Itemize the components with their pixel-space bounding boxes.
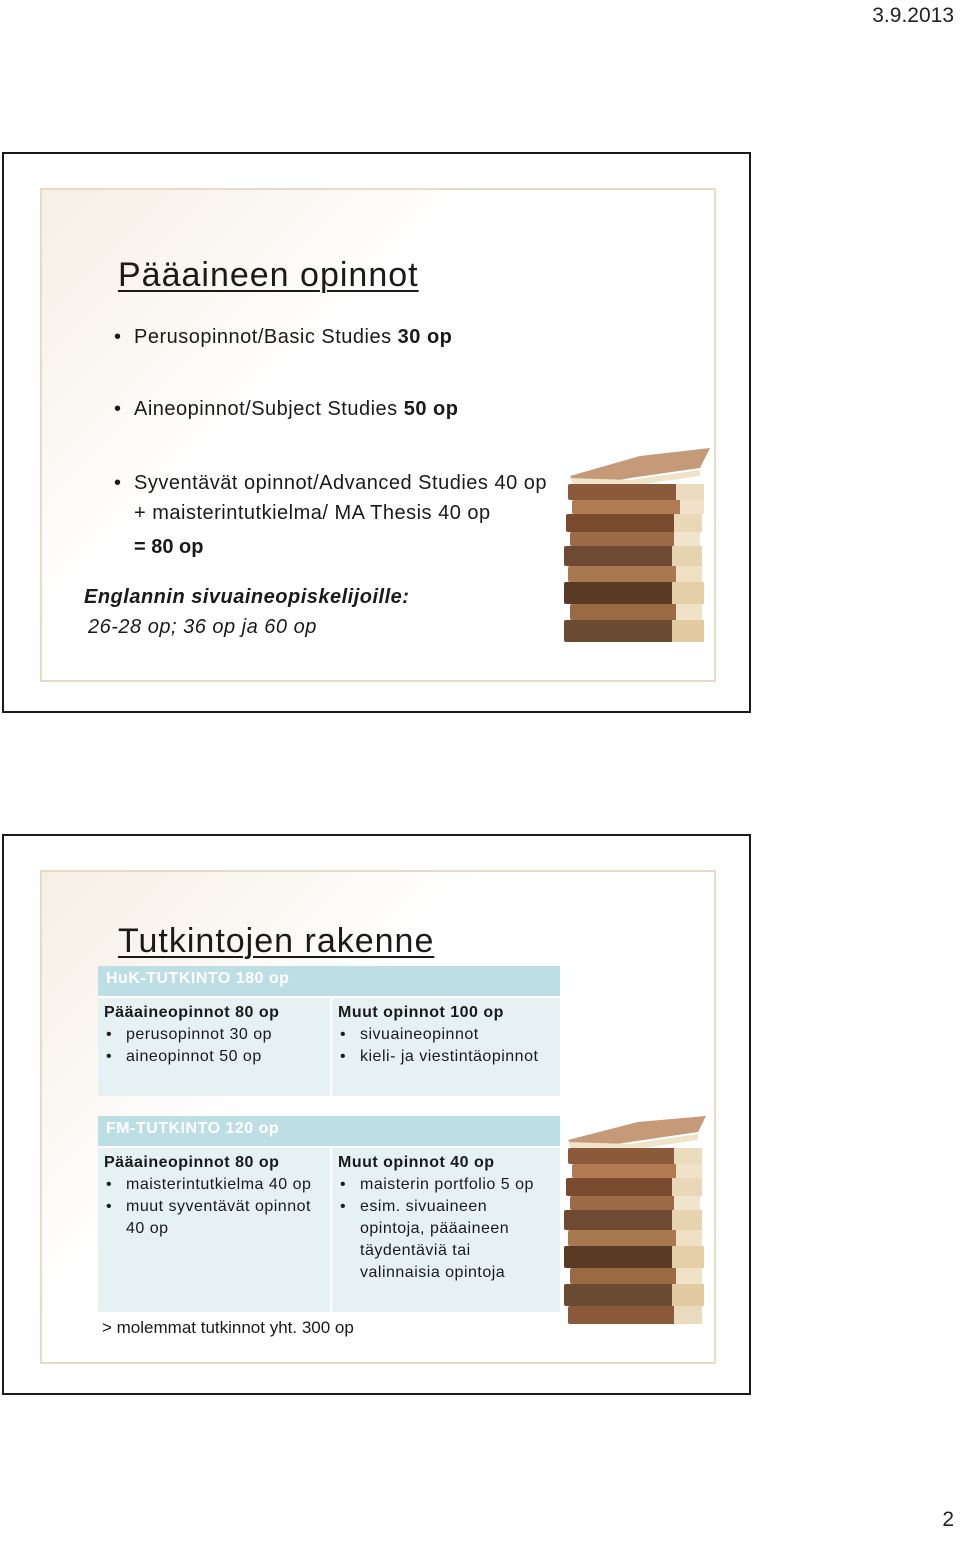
fm-header: FM-TUTKINTO 120 op [98, 1116, 560, 1147]
book-stack-icon [560, 438, 710, 662]
fm-major-title: Pääaineopinnot 80 op [104, 1154, 280, 1171]
book-stack-icon [560, 1110, 710, 1346]
list-item: • perusopinnot 30 op [104, 1024, 324, 1046]
fm-major-cell [98, 1147, 331, 1312]
list-item: • sivuaineopinnot [338, 1024, 554, 1046]
slide-2-title: Tutkintojen rakenne [118, 922, 435, 960]
note-heading: Englannin sivuaineopiskelijoille: [84, 586, 410, 608]
list-item: • esim. sivuaineen opintoja, pääaineen täydentäviä tai valinnaisia opintoja [338, 1196, 554, 1284]
list-item: • muut syventävät opinnot 40 op [104, 1196, 324, 1240]
fm-other-title: Muut opinnot 40 op [338, 1154, 495, 1171]
fm-degree-table [98, 1116, 560, 1312]
huk-other-cell [331, 997, 560, 1096]
huk-other-title: Muut opinnot 100 op [338, 1004, 504, 1021]
slide-1-bullets [84, 322, 554, 642]
total-credits-note: > molemmat tutkinnot yht. 300 op [102, 1318, 354, 1337]
slide-1-frame [40, 188, 716, 682]
bullet-subject-studies: • Aineopinnot/Subject Studies 50 op [114, 394, 554, 424]
fm-other-cell [331, 1147, 560, 1312]
list-item: • maisterintutkielma 40 op [104, 1174, 324, 1196]
huk-major-cell [98, 997, 331, 1096]
slide-1-title: Pääaineen opinnot [118, 256, 419, 294]
bullet-advanced-studies: • Syventävät opinnot/Advanced Studies 40 op + maisterintutkielma/ MA Thesis 40 op [114, 468, 554, 528]
list-item: • maisterin portfolio 5 op [338, 1174, 554, 1196]
list-item: • aineopinnot 50 op [104, 1046, 324, 1068]
huk-header: HuK-TUTKINTO 180 op [98, 966, 560, 997]
slide-1 [2, 152, 751, 713]
bullet-basic-studies: • Perusopinnot/Basic Studies 30 op [114, 322, 554, 352]
note-values: 26-28 op; 36 op ja 60 op [88, 616, 317, 638]
slide-2 [2, 834, 751, 1395]
huk-major-title: Pääaineopinnot 80 op [104, 1004, 280, 1021]
page-date: 3.9.2013 [872, 4, 954, 27]
list-item: • kieli- ja viestintäopinnot [338, 1046, 554, 1068]
total-credits: = 80 op [134, 536, 204, 558]
huk-degree-table [98, 966, 560, 1096]
page-number: 2 [942, 1508, 954, 1531]
slide-2-frame [40, 870, 716, 1364]
